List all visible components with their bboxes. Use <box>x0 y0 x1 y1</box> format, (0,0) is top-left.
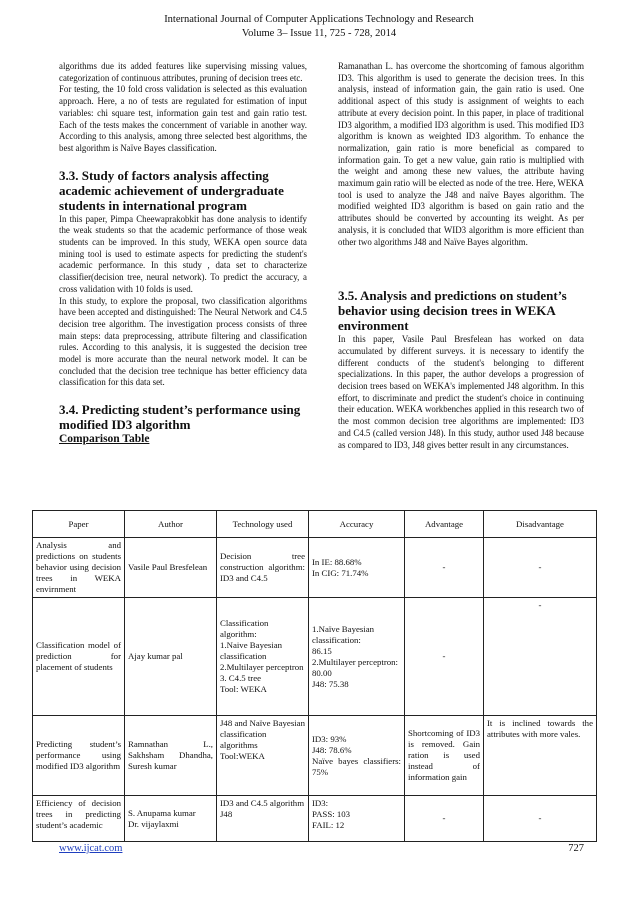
accuracy-line: In IE: 88.68% <box>312 556 362 567</box>
cell-disadvantage: - <box>484 796 597 842</box>
accuracy-line: ID3: <box>312 798 329 808</box>
cell-advantage: - <box>405 796 484 842</box>
cell-accuracy <box>309 716 405 796</box>
comparison-table <box>32 510 597 842</box>
paragraph: Ramanathan L. has overcome the shortcoming of famous algorithm ID3. This algorithm is used to generate the decision trees. In this analysis, instead of information gain, the gain ratio is used. One additional aspect of this study is assignment of weights to each attribute at every decision point. In this paper, in place of traditional ID3 algorithm, a modified ID3 algorithm is used. This modified ID3 algorithm is known as weighted ID3 algorithm. To enhance the normalization, gain ratio is more beneficial as compared to information gain. To get a new value, gain ratio is multiplied with the weight and among these new values, the attribute having maximum gain ratio will be elected as node of the tree. Here, WEKA tool is used to analyze the J48 and naïve Bayes algorithm. The modified weighted ID3 algorithm is based on gain ratio and the attributes should be converted by accounting its weight. As per analysis, it is concluded that WID3 algorithm is more efficient than other two algorithms J48 and Naïve Bayes algorithm. <box>338 61 584 247</box>
column-header: Author <box>125 511 217 538</box>
tech-line: J48 <box>220 809 233 819</box>
tech-line: J48 and Naïve Bayesian classification algorithms <box>220 718 305 750</box>
accuracy-line: 2.Multilayer perceptron: 80.00 <box>312 656 398 678</box>
column-header: Advantage <box>405 511 484 538</box>
cell-author: Vasile Paul Bresfelean <box>125 538 217 598</box>
cell-advantage: Shortcoming of ID3 is removed. Gain ration is used instead of information gain <box>405 716 484 796</box>
cell-accuracy <box>309 538 405 598</box>
accuracy-line: PASS: 103 <box>312 809 351 819</box>
author-line: S. Anupama kumar <box>128 807 196 818</box>
cell-advantage: - <box>405 598 484 716</box>
comparison-table-heading: Comparison Table <box>59 433 150 446</box>
table-header-row <box>33 511 597 538</box>
accuracy-line: J48: 78.6% <box>312 744 352 755</box>
cell-disadvantage: - <box>484 598 597 716</box>
tech-line: Classification algorithm: <box>220 618 269 639</box>
paragraph: algorithms due its added features like supervising missing values, categorization of continuous attributes, pruning of decision trees etc. <box>59 61 307 83</box>
cell-advantage: - <box>405 538 484 598</box>
page-number: 727 <box>568 843 584 854</box>
accuracy-line: 86.15 <box>312 645 332 656</box>
cell-tech <box>217 598 309 716</box>
section-heading-3-4: 3.4. Predicting student’s performance using modified ID3 algorithm <box>59 402 301 433</box>
paragraph: In this paper, Vasile Paul Bresfelean has worked on data accumulated by different surveys. it is necessary to identify the different conducts of the student's belonging to different specializations. In this paper, the author develops a progression of decision trees based on WEKA's implemented J48 algorithm. In this effort, to discriminate and predict the student's choice in continuing their education. WEKA workbenches applied in this research two of the most common decision tree algorithms are implemented: ID3 and C4.5 (called version J48). In this study, author used J48 because as compared to ID3, J48 gives better result in any circumstances. <box>338 334 584 450</box>
column-header: Paper <box>33 511 125 538</box>
cell-tech: Decision tree construction algorithm: ID3 and C4.5 <box>217 538 309 598</box>
paragraph: For testing, the 10 fold cross validation is selected as this evaluation approach. Here, a no of tests are regulated for estimation of input variables: chi square test, information gain test and gain ratio test. Each of the tests makes the concernment of variable in another way. According to this analysis, among three selected best algorithms, the best algorithm is Naïve Bayes classification. <box>59 84 307 153</box>
cell-author: Ramnathan L., Sakhsham Dhandha, Suresh kumar <box>125 716 217 796</box>
accuracy-line: In CIG: 71.74% <box>312 567 369 578</box>
cell-accuracy <box>309 598 405 716</box>
accuracy-line: ID3: 93% <box>312 733 347 744</box>
tech-line: Tool: WEKA <box>220 684 267 694</box>
column-header: Disadvantage <box>484 511 597 538</box>
paragraph: In this study, to explore the proposal, two classification algorithms have been accepted and distinguished: The Neural Network and C4.5 decision tree algorithm. The investigation process consists of three main steps: data preprocessing, attribute filtering and classification rules. According to this analysis, it is suggested the decision tree model is more accurate than the neural network model. It can be concluded that the decision tree technique has better efficiency data classification for this data set. <box>59 295 307 388</box>
column-header: Accuracy <box>309 511 405 538</box>
cell-paper: Analysis and predictions on students behavior using decision trees in WEKA envirnment <box>33 538 125 598</box>
section-heading-3-3: 3.3. Study of factors analysis affecting academic achievement of undergraduate students in international program <box>59 167 284 213</box>
paragraph: In this paper, Pimpa Cheewaprakobkit has done analysis to identify the weak students so that the academic performance of those weak students can be improved. In this study, WEKA open source data mining tool is used to estimate aspects for predicting the student's academic performance. In this study , data set to characterize classifier(decision tree, neural network). To predict the accuracy, a cross validation with 10 folds is used. <box>59 213 307 294</box>
left-column <box>59 61 307 446</box>
table-row <box>33 716 597 796</box>
cell-paper: Classification model of prediction for placement of students <box>33 598 125 716</box>
accuracy-line: J48: 75.38 <box>312 678 349 689</box>
page-footer <box>59 843 584 854</box>
accuracy-line: 1.Naïve Bayesian classification: <box>312 623 375 645</box>
tech-line: 2.Multilayer perceptron <box>220 662 304 672</box>
cell-paper: Efficiency of decision trees in predicting student’s academic <box>33 796 125 842</box>
journal-header <box>0 13 638 41</box>
table-row <box>33 598 597 716</box>
tech-line: 1.Naive Bayesian classification <box>220 640 283 661</box>
journal-title: International Journal of Computer Applications Technology and Research <box>164 14 474 25</box>
cell-disadvantage: - <box>484 538 597 598</box>
cell-disadvantage: It is inclined towards the attributes with more vales. <box>484 716 597 796</box>
author-line: Dr. vijaylaxmi <box>128 818 179 829</box>
right-column <box>338 61 584 451</box>
table-row <box>33 796 597 842</box>
cell-author <box>125 796 217 842</box>
journal-volume: Volume 3– Issue 11, 725 - 728, 2014 <box>241 28 397 39</box>
cell-accuracy <box>309 796 405 842</box>
column-header: Technology used <box>217 511 309 538</box>
table-row <box>33 538 597 598</box>
tech-line: Tool:WEKA <box>220 751 265 761</box>
cell-tech <box>217 796 309 842</box>
accuracy-line: Naïve bayes classifiers: 75% <box>312 755 401 777</box>
tech-line: ID3 and C4.5 algorithm <box>220 798 305 808</box>
section-heading-3-5: 3.5. Analysis and predictions on student’s behavior using decision trees in WEKA environment <box>338 288 567 334</box>
accuracy-line: FAIL: 12 <box>312 820 345 830</box>
journal-link[interactable]: www.ijcat.com <box>59 843 123 854</box>
tech-line: 3. C4.5 tree <box>220 673 262 683</box>
cell-tech <box>217 716 309 796</box>
cell-paper: Predicting student’s performance using modified ID3 algorithm <box>33 716 125 796</box>
cell-author: Ajay kumar pal <box>125 598 217 716</box>
